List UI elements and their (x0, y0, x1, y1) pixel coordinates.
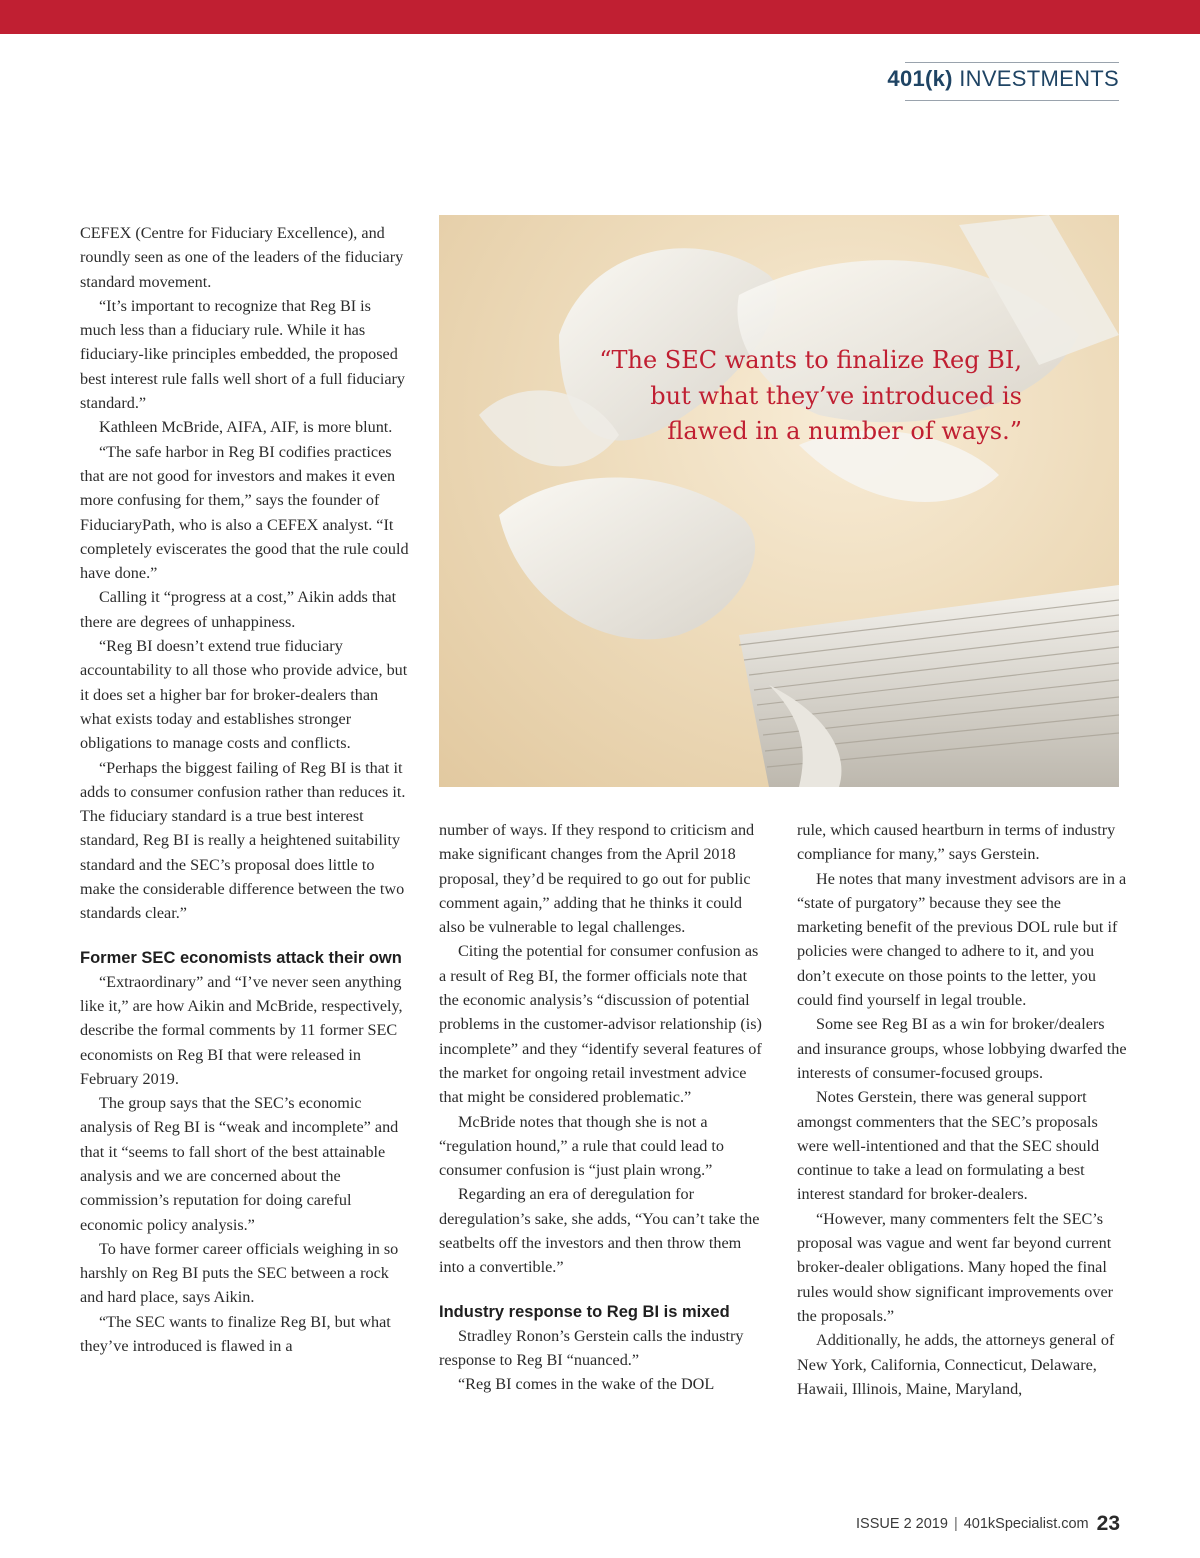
header-rule-bottom (905, 100, 1119, 101)
pull-quote-line: “The SEC wants to finalize Reg BI, (599, 346, 1022, 374)
issue-label: ISSUE 2 2019 (856, 1516, 948, 1532)
paragraph: “Extraordinary” and “I’ve never seen anything like it,” are how Aikin and McBride, respectively, describe the formal comments by 11 former SEC economists on Reg BI that were released in February 2019. (80, 972, 403, 1088)
article-column-3 (797, 818, 1127, 1401)
paragraph: Some see Reg BI as a win for broker/dealers and insurance groups, whose lobbying dwarfed the interests of consumer-focused groups. (797, 1015, 1127, 1082)
paragraph: CEFEX (Centre for Fiduciary Excellence), and roundly seen as one of the leaders of the fiduciary standard movement. (80, 224, 404, 291)
paragraph: “It’s important to recognize that Reg BI is much less than a fiduciary rule. While it has fiduciary-like principles embedded, the proposed best interest rule falls well short of a full fiduciary standard.” (80, 296, 405, 413)
paragraph: Notes Gerstein, there was general support amongst commenters that the SEC’s proposals were well-intentioned and that the SEC should continue to take a lead on formulating a best interest standard for broker-dealers. (797, 1088, 1100, 1204)
footer-separator: | (953, 1516, 958, 1532)
pull-quote (510, 343, 1022, 450)
paragraph: “Perhaps the biggest failing of Reg BI is that it adds to consumer confusion rather than reduces it. The fiduciary standard is a true best interest standard, Reg BI is really a heightened suitability standard and the SEC’s proposal does little to make the considerable difference between the two standards clear.” (80, 758, 406, 923)
section-header-rest: INVESTMENTS (959, 66, 1119, 91)
paragraph: The group says that the SEC’s economic analysis of Reg BI is “weak and incomplete” and that it “seems to fall short of the best attainable analysis and we are concerned about the commission’s reputation for doing careful economic policy analysis.” (80, 1094, 399, 1234)
paragraph: Stradley Ronon’s Gerstein calls the industry response to Reg BI “nuanced.” (439, 1326, 744, 1369)
article-column-1 (80, 221, 410, 1358)
header-rule-top (905, 62, 1119, 63)
pull-quote-line: but what they’ve introduced is (650, 381, 1022, 410)
website-label: 401kSpecialist.com (963, 1516, 1089, 1532)
paragraph: “Reg BI doesn’t extend true fiduciary accountability to all those who provide advice, but it does set a higher bar for broker-dealers than what exists today and establishes stronger obligations to manage costs and conflicts. (80, 637, 408, 753)
paragraph: number of ways. If they respond to criticism and make significant changes from the April 2018 proposal, they’d be required to go out for public comment again,” adding that he thinks it could also be vulnerable to legal challenges. (439, 821, 755, 937)
subheading: Industry response to Reg BI is mixed (439, 1302, 730, 1321)
page-number: 23 (1096, 1512, 1120, 1535)
top-accent-bar (0, 0, 1200, 34)
section-header (880, 66, 1119, 92)
page-footer (856, 1512, 1120, 1536)
paper-stack-icon (439, 215, 1119, 787)
paragraph: “Reg BI comes in the wake of the DOL (458, 1375, 715, 1394)
paper-stack-photo (439, 215, 1119, 787)
paragraph: rule, which caused heartburn in terms of industry compliance for many,” says Gerstein. (797, 821, 1116, 864)
paragraph: “However, many commenters felt the SEC’s proposal was vague and went far beyond current broker-dealer obligations. Many hoped the final rules would show significant improvements over the proposals.” (797, 1209, 1114, 1325)
paragraph: He notes that many investment advisors are in a “state of purgatory” because they see the marketing benefit of the previous DOL rule but if policies were changed to adhere to it, and you don’t execute on those points to the letter, you could find yourself in legal trouble. (797, 869, 1127, 1010)
section-header-bold: 401(k) (887, 66, 953, 91)
subheading: Former SEC economists attack their own (80, 948, 402, 967)
paragraph: “The SEC wants to finalize Reg BI, but what they’ve introduced is flawed in a (80, 1312, 391, 1356)
paragraph: To have former career officials weighing in so harshly on Reg BI puts the SEC between a rock and hard place, says Aikin. (80, 1239, 399, 1307)
paragraph: Citing the potential for consumer confusion as a result of Reg BI, the former officials note that the economic analysis’s “discussion of potential problems in the customer-advisor relationship (is) incomplete” and they “identify several features of the market for ongoing retail investment advice that might be considered problematic.” (439, 942, 762, 1107)
pull-quote-line: flawed in a number of ways.” (667, 417, 1022, 445)
paragraph: Kathleen McBride, AIFA, AIF, is more blunt. (99, 418, 393, 437)
paragraph: McBride notes that though she is not a “regulation hound,” a rule that could lead to consumer confusion is “just plain wrong.” (439, 1112, 724, 1180)
paragraph: Regarding an era of deregulation for deregulation’s sake, she adds, “You can’t take the seatbelts off the investors and then throw them into a convertible.” (439, 1185, 760, 1277)
article-column-2 (439, 818, 769, 1397)
paragraph: Calling it “progress at a cost,” Aikin adds that there are degrees of unhappiness. (80, 588, 397, 631)
paragraph: “The safe harbor in Reg BI codifies practices that are not good for investors and makes it even more confusing for them,” says the founder of FiduciaryPath, who is also a CEFEX analyst. “It completely eviscerates the good that the rule could have done.” (80, 442, 409, 583)
paragraph: Additionally, he adds, the attorneys general of New York, California, Connecticut, Delaware, Hawaii, Illinois, Maine, Maryland, (797, 1331, 1115, 1398)
